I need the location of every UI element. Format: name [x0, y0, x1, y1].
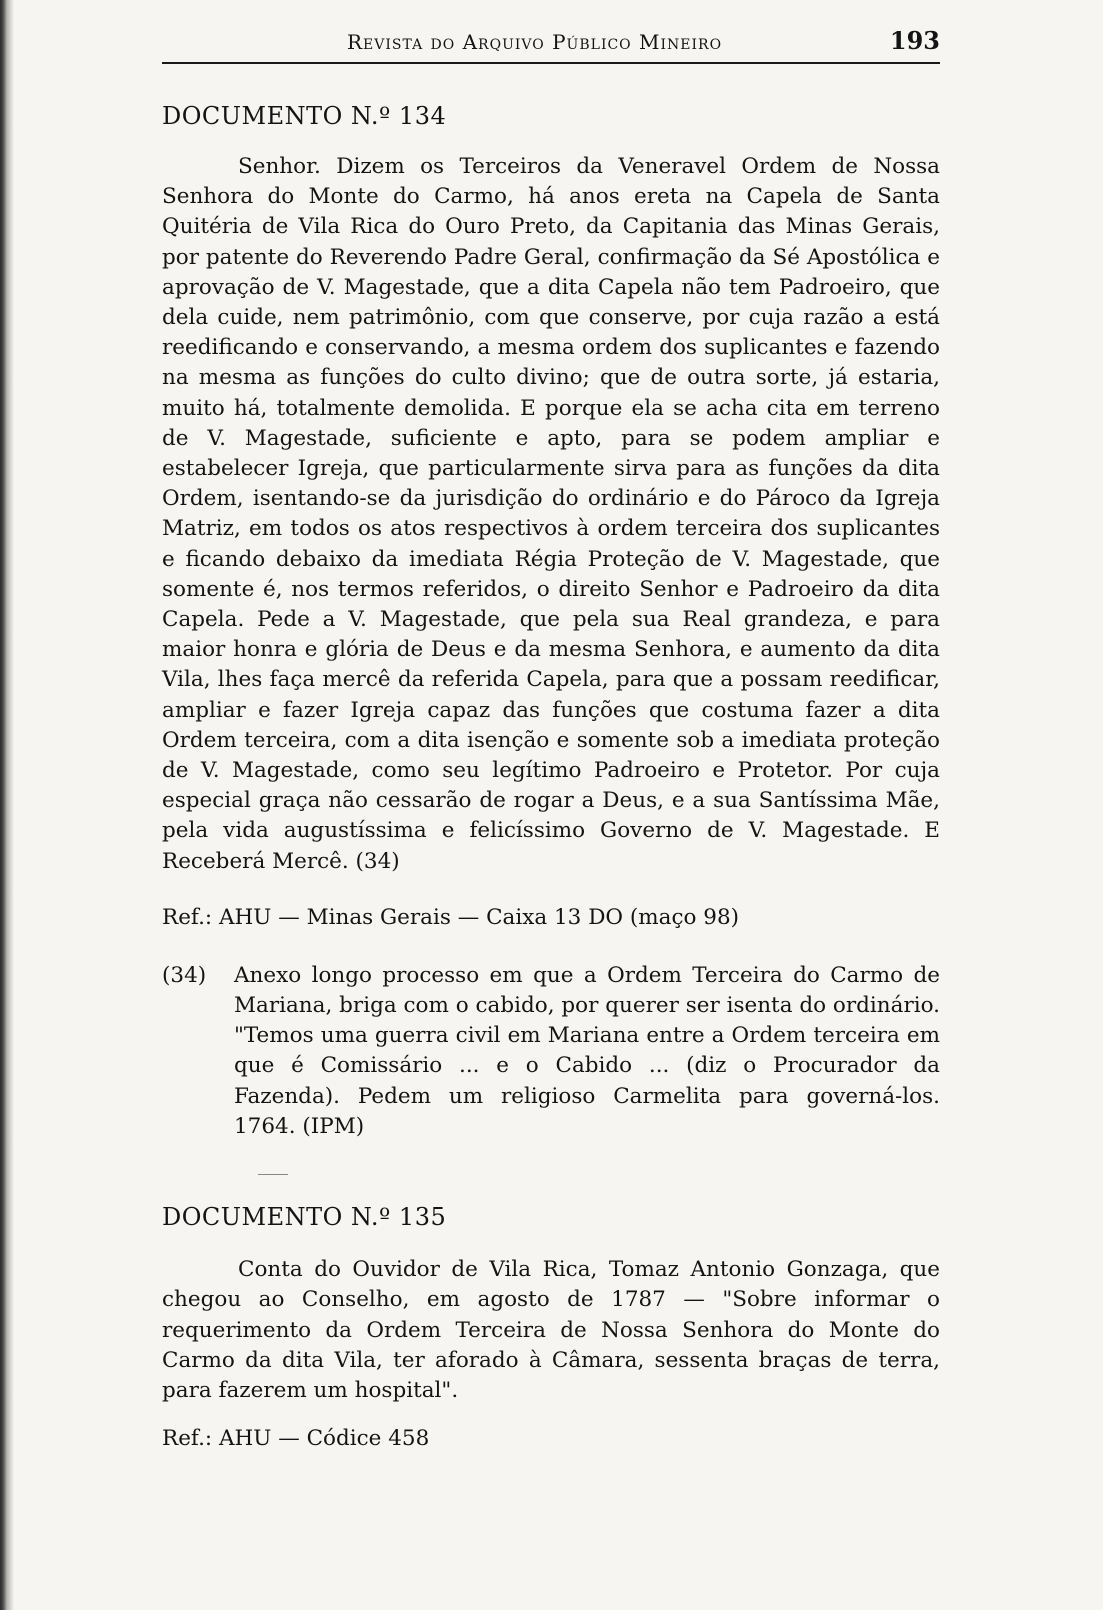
- document-135-body: Conta do Ouvidor de Vila Rica, Tomaz Antonio Gonzaga, que chegou ao Conselho, em agosto de 1787 — "Sobre informar o requerimento da Ordem Terceira de Nossa Senhora do Monte do Carmo da dita Vila, ter aforado à Câmara, sessenta braças de terra, para fazerem um hospital".: [162, 1257, 940, 1403]
- document-135-heading: DOCUMENTO N.º 135: [162, 1203, 447, 1232]
- document-135-reference: Ref.: AHU — Códice 458: [162, 1426, 430, 1452]
- document-134-reference: Ref.: AHU — Minas Gerais — Caixa 13 DO (maço 98): [162, 904, 740, 930]
- footnote-mark: (34): [162, 962, 207, 988]
- scan-left-edge: [0, 0, 14, 1610]
- section-separator: [258, 1174, 288, 1175]
- document-134-heading: DOCUMENTO N.º 134: [162, 102, 447, 130]
- page-number: 193: [889, 26, 940, 55]
- journal-title: Revista do Arquivo Público Mineiro: [347, 30, 723, 54]
- document-page: [162, 18, 940, 1454]
- footnote-text: Anexo longo processo em que a Ordem Terceira do Carmo de Mariana, briga com o cabido, por querer ser isenta do ordinário. "Temos uma guerra civil em Mariana entre a Ordem terceira em que é Comissário ... e o Cabido ... (diz o Procurador da Fazenda). Pedem um religioso Carmelita para governá-los. 1764. (IPM): [234, 962, 940, 1139]
- document-134-body: Senhor. Dizem os Terceiros da Veneravel Ordem de Nossa Senhora do Monte do Carmo, há anos ereta na Capela de Santa Quitéria de Vila Rica do Ouro Preto, da Capitania das Minas Gerais, por patente do Reverendo Padre Geral, confirmação da Sé Apostólica e aprovação de V. Magestade, que a dita Capela não tem Padroeiro, que dela cuide, nem patrimônio, com que conserve, por cuja razão a está reedificando e conservando, a mesma ordem dos suplicantes e fazendo na mesma as funções do culto divino; que de outra sorte, já estaria, muito há, totalmente demolida. E porque ela se acha cita em terreno de V. Magestade, suficiente e apto, para se podem ampliar e estabelecer Igreja, que particularmente sirva para as funções da dita Ordem, isentando-se da jurisdição do ordinário e do Pároco da Igreja Matriz, em todos os atos respectivos à ordem terceira dos suplicantes e ficando debaixo da imediata Régia Proteção de V. Magestade, que somente é, nos termos referidos, o direito Senhor e Padroeiro da dita Capela. Pede a V. Magestade, que pela sua Real grandeza, e para maior honra e glória de Deus e da mesma Senhora, e aumento da dita Vila, lhes faça mercê da referida Capela, para que a possam reedificar, ampliar e fazer Igreja capaz das funções que costuma fazer a dita Ordem terceira, com a dita isenção e somente sob a imediata proteção de V. Magestade, como seu legítimo Padroeiro e Protetor. Por cuja especial graça não cessarão de rogar a Deus, e a sua Santíssima Mãe, pela vida augustíssima e felicíssimo Governo de V. Magestade. E Receberá Mercê. (34): [162, 154, 940, 874]
- running-head: [162, 18, 940, 64]
- footnote-34: [162, 961, 940, 1142]
